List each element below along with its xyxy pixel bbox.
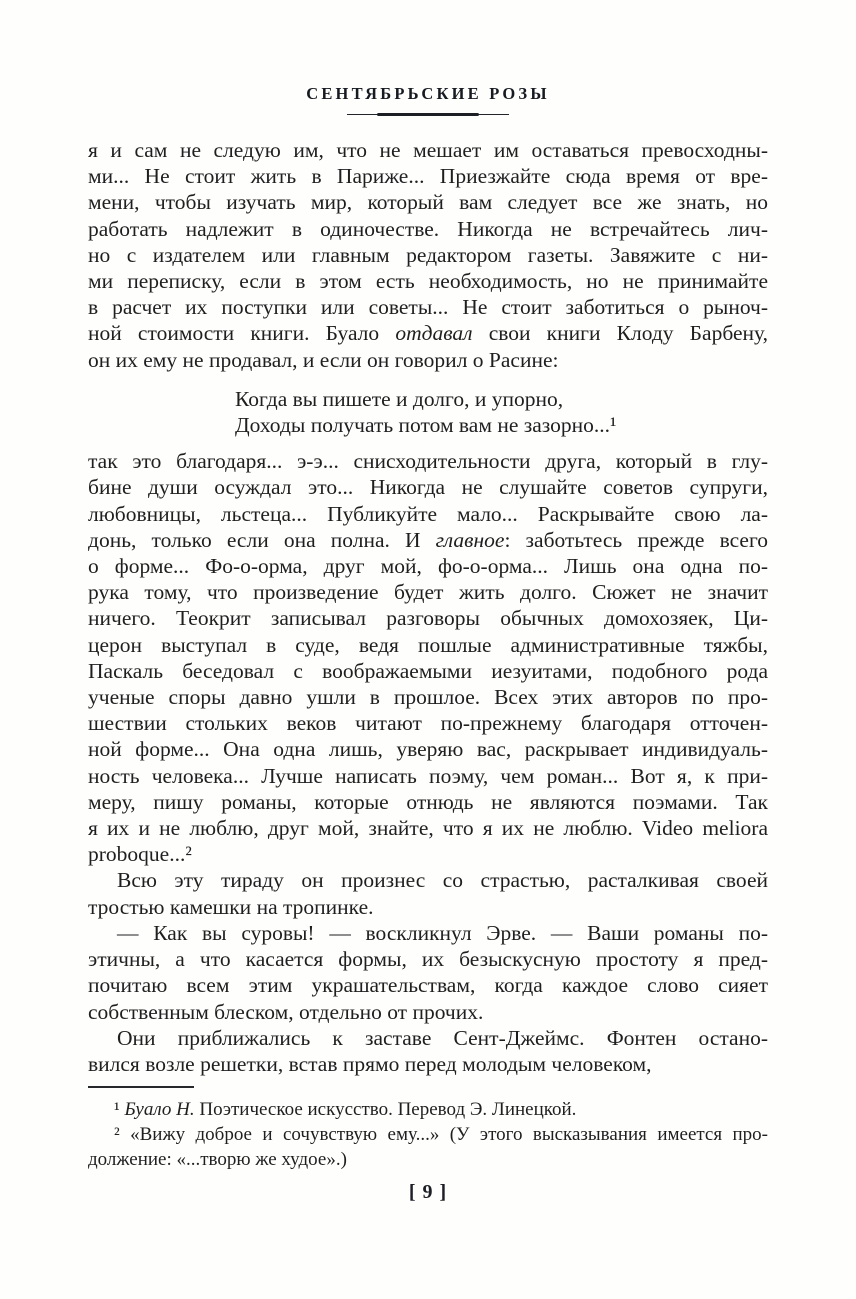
- text-line: ной форме... Она одна лишь, уверяю вас, раскрывает индивидуаль-: [88, 737, 768, 762]
- text-line: он их ему не продавал, и если он говорил о Расине:: [88, 347, 559, 372]
- page-number: [ 9 ]: [408, 1181, 448, 1203]
- text-line: ность человека... Лучше написать поэму, чем роман... Вот я, к при-: [88, 763, 768, 788]
- text-line: так это благодаря... э-э... снисходительности друга, который в глу-: [88, 449, 768, 474]
- text-line: Всю эту тираду он произнес со страстью, расталкивая своей: [117, 868, 768, 893]
- text-line: но с издателем или главным редактором газеты. Завяжите с ни-: [88, 242, 768, 267]
- footnotes-section: [88, 1086, 768, 1172]
- footnote-item: [88, 1122, 768, 1172]
- text-line: мени, чтобы изучать мир, который вам следует все же знать, но: [88, 190, 768, 215]
- text-line: любовницы, льстеца... Публикуйте мало... Раскрывайте свою ла-: [88, 501, 768, 526]
- paragraph: [88, 867, 768, 919]
- text-line: ничего. Теокрит записывал разговоры обычных домохозяек, Ци-: [88, 606, 768, 631]
- paragraph: [88, 920, 768, 1025]
- text-line: церон выступал в суде, ведя пошлые административные тяжбы,: [88, 632, 768, 657]
- text-line: Доходы получать потом вам не зазорно...¹: [235, 413, 617, 438]
- text-line: вился возле решетки, встав прямо перед молодым человеком,: [88, 1051, 652, 1076]
- text-line: почитаю всем этим украшательствам, когда каждое слово сияет: [88, 973, 768, 998]
- text-line: должение: «...творю же худое».): [88, 1149, 347, 1170]
- text-line: рука тому, что произведение будет жить долго. Сюжет не значит: [88, 580, 768, 605]
- text-line: шествии стольких веков читают по-прежнему благодаря отточен-: [88, 711, 768, 736]
- running-title: СЕНТЯБРЬСКИЕ РОЗЫ: [306, 84, 550, 103]
- footnote-separator-line: [88, 1086, 194, 1088]
- text-line: Они приближались к заставе Сент-Джеймс. Фонтен остано-: [117, 1025, 768, 1050]
- paragraph: [88, 448, 768, 867]
- text-line: ми... Не стоит жить в Париже... Приезжайте сюда время от вре-: [88, 164, 768, 189]
- text-line: ми переписку, если в этом есть необходимость, но не принимайте: [88, 269, 768, 294]
- page-footer: [0, 1182, 856, 1202]
- page-body: [88, 137, 768, 1077]
- page-header: [0, 86, 856, 116]
- paragraph: [88, 1025, 768, 1077]
- ornament-thick-bar: [377, 113, 479, 116]
- text-line: меру, пишу романы, которые отнюдь не являются поэмами. Так: [88, 789, 768, 814]
- text-line: Когда вы пишете и долго, и упорно,: [235, 386, 564, 411]
- text-line: ученые споры давно ушли в прошлое. Всех этих авторов по про-: [88, 685, 768, 710]
- text-line: работать надлежит в одиночестве. Никогда не встречайтесь лич-: [88, 216, 768, 241]
- text-line: донь, только если она полна. И главное: заботьтесь прежде всего: [88, 527, 768, 552]
- text-line: ной стоимости книги. Буало отдавал свои книги Клоду Барбену,: [88, 321, 768, 346]
- footnote-list: [88, 1097, 768, 1172]
- text-line: тростью камешки на тропинке.: [88, 894, 374, 919]
- header-ornament-line: [347, 113, 509, 116]
- verse-block: [235, 386, 768, 438]
- footnote-item: [88, 1097, 768, 1122]
- text-line: я и сам не следую им, что не мешает им оставаться превосходны-: [88, 138, 768, 162]
- text-line: я их и не люблю, друг мой, знайте, что я их не люблю. Video meliora: [88, 816, 768, 841]
- text-line: — Как вы суровы! — воскликнул Эрве. — Ваши романы по-: [117, 920, 768, 945]
- text-line: ¹ Буало Н. Поэтическое искусство. Перевод Э. Линецкой.: [114, 1099, 577, 1120]
- text-line: proboque...²: [88, 842, 192, 867]
- text-line: бине души осуждал это... Никогда не слушайте советов супруги,: [88, 475, 768, 500]
- text-line: в расчет их поступки или советы... Не стоит заботиться о рыноч-: [88, 295, 768, 320]
- text-line: ² «Вижу доброе и сочувствую ему...» (У этого высказывания имеется про-: [114, 1124, 768, 1145]
- paragraph: [88, 137, 768, 373]
- text-line: этичны, а что касается формы, их безыскусную простоту я пред-: [88, 947, 768, 972]
- text-line: о форме... Фо-о-орма, друг мой, фо-о-орма... Лишь она одна по-: [88, 554, 768, 579]
- text-line: Паскаль беседовал с воображаемыми иезуитами, подобного рода: [88, 658, 768, 683]
- text-line: собственным блеском, отдельно от прочих.: [88, 999, 484, 1024]
